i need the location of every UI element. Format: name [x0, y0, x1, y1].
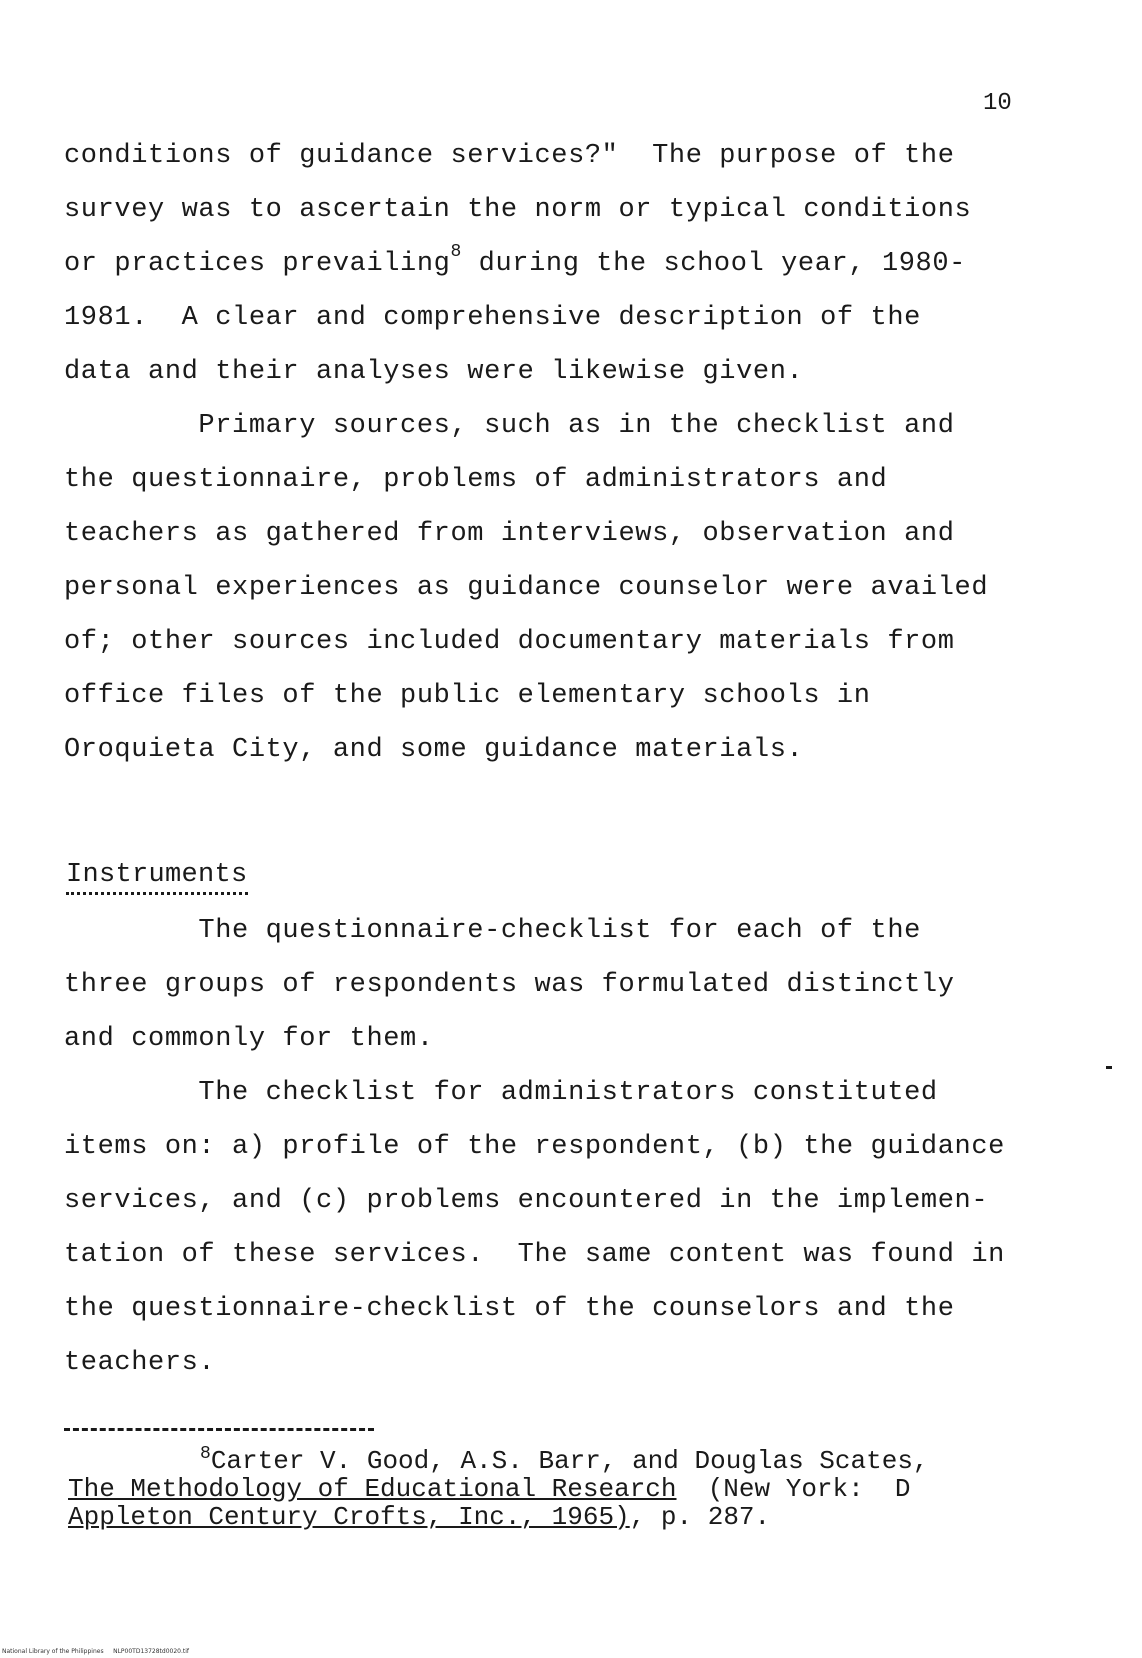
text-line: office files of the public elementary schools in: [64, 681, 871, 711]
footnote-text: , p. 287.: [629, 1502, 771, 1532]
text-line: tation of these services. The same content was found in: [64, 1240, 1005, 1270]
text-line: Oroquieta City, and some guidance materials.: [64, 735, 804, 765]
text-line: conditions of guidance services?" The purpose of the: [64, 141, 955, 171]
text-fragment: during the school year, 1980-: [461, 249, 966, 279]
text-line: The questionnaire-checklist for each of the: [64, 916, 921, 946]
text-line: three groups of respondents was formulated distinctly: [64, 970, 955, 1000]
text-line: teachers.: [64, 1348, 216, 1378]
footnote-reference: 8: [450, 242, 462, 262]
book-title: The Methodology of Educational Research: [68, 1474, 677, 1504]
library-stamp: National Library of the Philippines NLP00TD13728td0020.tif: [2, 1648, 190, 1655]
footnote-separator: [64, 1428, 374, 1431]
text-line: the questionnaire-checklist of the counselors and the: [64, 1294, 955, 1324]
publisher: Appleton Century Crofts, Inc., 1965): [68, 1502, 630, 1532]
text-line: data and their analyses were likewise given.: [64, 357, 804, 387]
text-line: and commonly for them.: [64, 1024, 434, 1054]
footnote-line: [68, 1474, 911, 1504]
footnote-text: (New York: D: [676, 1474, 911, 1504]
text-line: items on: a) profile of the respondent, (b) the guidance: [64, 1132, 1005, 1162]
page-number: 10: [983, 90, 1012, 117]
scan-mark: [1106, 1066, 1112, 1069]
text-line: services, and (c) problems encountered in the implemen-: [64, 1186, 989, 1216]
text-line: survey was to ascertain the norm or typical conditions: [64, 195, 972, 225]
footnote-line: [68, 1502, 770, 1532]
text-line: 1981. A clear and comprehensive description of the: [64, 303, 921, 333]
text-line: [64, 242, 966, 279]
text-fragment: or practices prevailing: [64, 249, 451, 279]
text-line: Primary sources, such as in the checklist and: [64, 411, 955, 441]
footnote-marker: 8: [200, 1444, 211, 1464]
section-heading: Instruments: [66, 860, 248, 895]
text-line: of; other sources included documentary materials from: [64, 627, 955, 657]
footnote-line: [200, 1446, 929, 1476]
footnote-text: Carter V. Good, A.S. Barr, and Douglas Scates,: [210, 1446, 929, 1476]
text-line: the questionnaire, problems of administrators and: [64, 465, 888, 495]
text-line: teachers as gathered from interviews, observation and: [64, 519, 955, 549]
text-line: The checklist for administrators constituted: [64, 1078, 938, 1108]
text-line: personal experiences as guidance counselor were availed: [64, 573, 989, 603]
